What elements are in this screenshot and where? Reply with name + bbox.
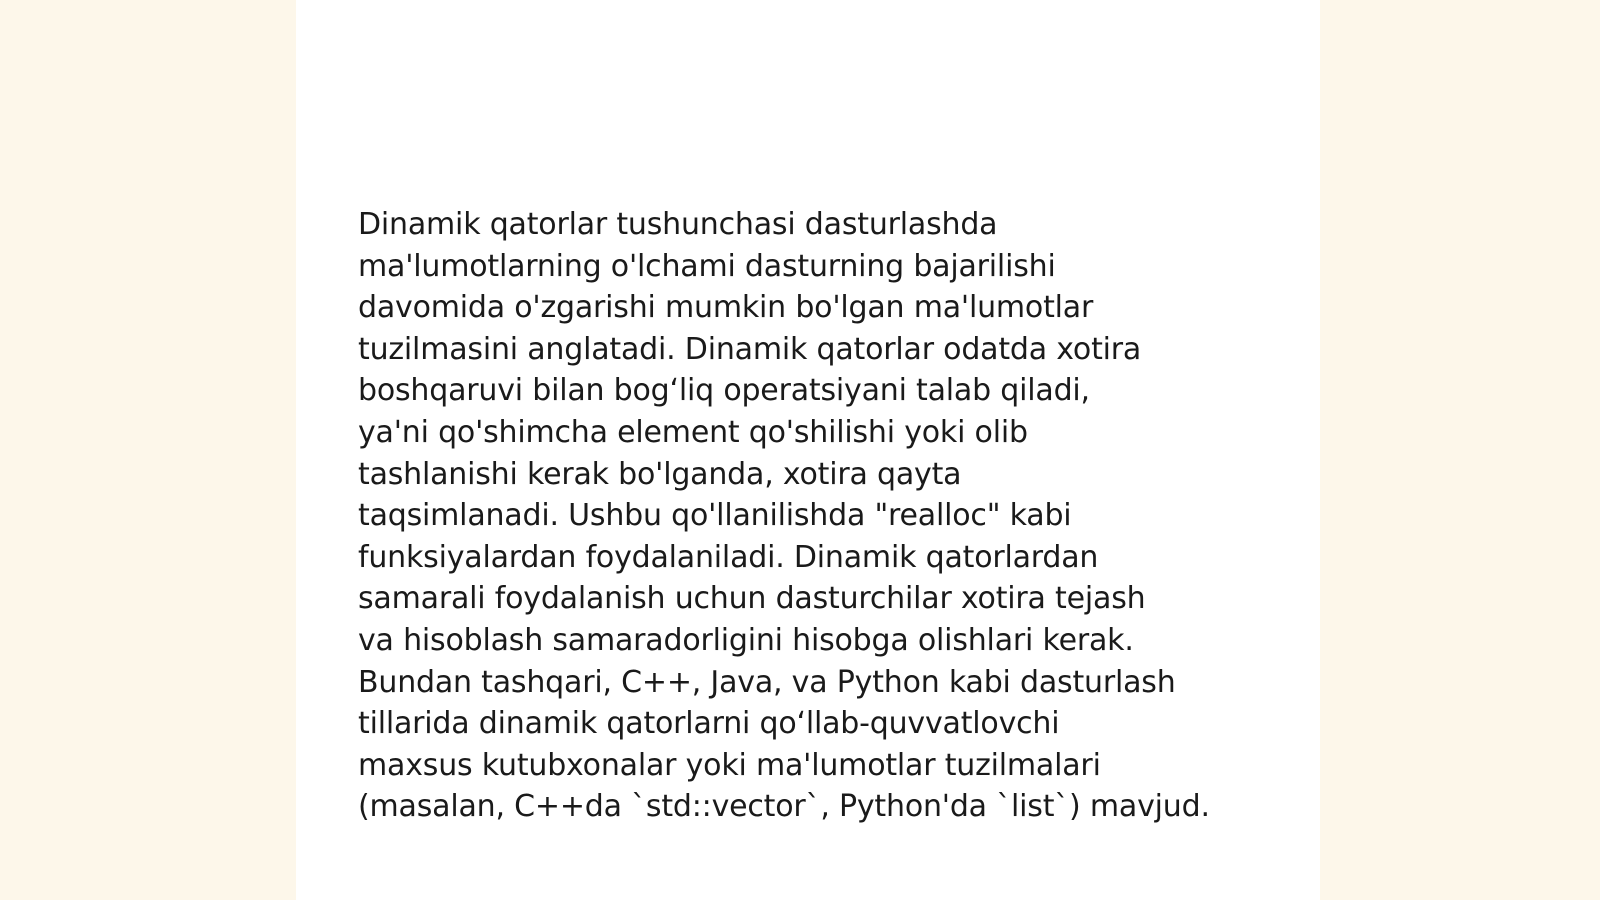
paragraph-line: ya'ni qo'shimcha element qo'shilishi yoki olib xyxy=(358,414,1028,450)
paragraph-line: Dinamik qatorlar tushunchasi dasturlashda xyxy=(358,207,998,242)
paragraph-line: ma'lumotlarning o'lchami dasturning bajarilishi xyxy=(358,248,1056,284)
paragraph-line: Bundan tashqari, C++, Java, va Python kabi dasturlash xyxy=(358,664,1176,700)
body-paragraph xyxy=(358,204,1258,828)
paragraph-line: (masalan, C++da `std::vector`, Python'da `list`) mavjud. xyxy=(358,789,1210,825)
paragraph-line: boshqaruvi bilan bog‘liq operatsiyani talab qiladi, xyxy=(358,373,1090,409)
paragraph-line: tashlanishi kerak bo'lganda, xotira qayta xyxy=(358,456,962,492)
paragraph-line: davomida o'zgarishi mumkin bo'lgan ma'lumotlar xyxy=(358,290,1094,326)
paragraph-line: samarali foydalanish uchun dasturchilar xotira tejash xyxy=(358,581,1146,617)
paragraph-line: tillarida dinamik qatorlarni qo‘llab-quvvatlovchi xyxy=(358,706,1060,742)
paragraph-line: va hisoblash samaradorligini hisobga olishlari kerak. xyxy=(358,622,1134,658)
paragraph-line: funksiyalardan foydalaniladi. Dinamik qatorlardan xyxy=(358,539,1099,575)
document-page xyxy=(296,0,1320,900)
paragraph-line: tuzilmasini anglatadi. Dinamik qatorlar odatda xotira xyxy=(358,331,1142,367)
paragraph-line: taqsimlanadi. Ushbu qo'llanilishda "realloc" kabi xyxy=(358,498,1072,534)
paragraph-line: maxsus kutubxonalar yoki ma'lumotlar tuzilmalari xyxy=(358,747,1101,783)
